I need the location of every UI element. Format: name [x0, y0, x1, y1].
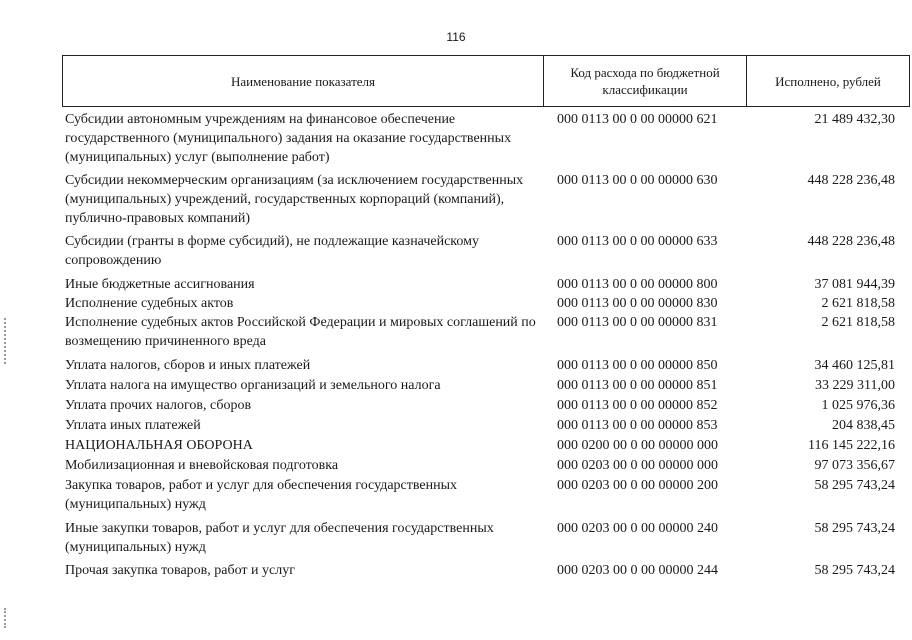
- row-name: Мобилизационная и вневойсковая подготовка: [65, 458, 339, 473]
- row-amount: 34 460 125,81: [814, 358, 895, 373]
- table-row: [65, 232, 895, 275]
- row-name: Исполнение судебных актов Российской Федерации и мировых соглашений по возмещению причиненного вреда: [65, 315, 536, 349]
- row-code: 000 0113 00 0 00 00000 851: [557, 378, 718, 393]
- row-code: 000 0113 00 0 00 00000 831: [557, 315, 718, 330]
- row-code: 000 0200 00 0 00 00000 000: [557, 438, 718, 453]
- row-code: 000 0113 00 0 00 00000 633: [557, 234, 718, 249]
- row-code: 000 0203 00 0 00 00000 244: [557, 563, 718, 578]
- row-name: Уплата прочих налогов, сборов: [65, 398, 252, 413]
- row-name: Уплата налога на имущество организаций и земельного налога: [65, 378, 441, 393]
- row-name: Субсидии (гранты в форме субсидий), не подлежащие казначейскому сопровождению: [65, 234, 479, 268]
- row-amount: 97 073 356,67: [814, 458, 895, 473]
- row-amount: 448 228 236,48: [807, 234, 895, 249]
- row-amount: 116 145 222,16: [808, 438, 895, 453]
- row-name: НАЦИОНАЛЬНАЯ ОБОРОНА: [65, 438, 253, 453]
- row-code: 000 0113 00 0 00 00000 630: [557, 173, 718, 188]
- header-amount: Исполнено, рублей: [775, 73, 881, 89]
- row-code: 000 0113 00 0 00 00000 852: [557, 398, 718, 413]
- row-amount: 33 229 311,00: [815, 378, 895, 393]
- row-name: Уплата иных платежей: [65, 418, 201, 433]
- scan-margin-mark: [4, 318, 16, 364]
- row-name: Субсидии некоммерческим организациям (за исключением государственных (муниципальных) учреждений, государственных корпораций (компаний), публично-правовых компаний): [65, 173, 524, 226]
- table-row: [65, 416, 895, 436]
- header-code: Код расхода по бюджетной классификации: [544, 56, 747, 106]
- row-name: Иные закупки товаров, работ и услуг для обеспечения государственных (муниципальных) нужд: [65, 521, 494, 555]
- row-amount: 1 025 976,36: [821, 398, 895, 413]
- row-amount: 2 621 818,58: [821, 315, 895, 330]
- row-name: Уплата налогов, сборов и иных платежей: [65, 358, 311, 373]
- table-row: [65, 561, 895, 581]
- table-row: [65, 376, 895, 396]
- row-name: Иные бюджетные ассигнования: [65, 277, 255, 292]
- row-name: Исполнение судебных актов: [65, 296, 234, 311]
- row-name: Закупка товаров, работ и услуг для обеспечения государственных (муниципальных) нужд: [65, 478, 458, 512]
- table-row: [65, 294, 895, 313]
- table-header: [62, 55, 910, 107]
- table-row: [65, 396, 895, 416]
- page-number: 116: [446, 30, 466, 44]
- table-row: [65, 456, 895, 476]
- table-row: [65, 436, 895, 456]
- row-name: Прочая закупка товаров, работ и услуг: [65, 563, 295, 578]
- scan-margin-mark: [4, 608, 16, 628]
- row-amount: 37 081 944,39: [814, 277, 895, 292]
- table-row: [65, 476, 895, 519]
- row-amount: 448 228 236,48: [807, 173, 895, 188]
- table-row: [65, 313, 895, 356]
- row-amount: 58 295 743,24: [814, 521, 895, 536]
- row-code: 000 0203 00 0 00 00000 240: [557, 521, 718, 536]
- row-code: 000 0203 00 0 00 00000 200: [557, 478, 718, 493]
- row-amount: 21 489 432,30: [814, 112, 895, 127]
- header-name: Наименование показателя: [63, 56, 544, 106]
- table-row: [65, 171, 895, 232]
- row-name: Субсидии автономным учреждениям на финансовое обеспечение государственного (муниципального) задания на оказание государственных (муниципальных) услуг (выполнение работ): [65, 112, 512, 165]
- row-code: 000 0113 00 0 00 00000 853: [557, 418, 718, 433]
- row-code: 000 0113 00 0 00 00000 621: [557, 112, 718, 127]
- table-row: [65, 110, 895, 171]
- row-code: 000 0113 00 0 00 00000 800: [557, 277, 718, 292]
- row-amount: 2 621 818,58: [821, 296, 895, 311]
- row-code: 000 0203 00 0 00 00000 000: [557, 458, 718, 473]
- table-row: [65, 275, 895, 294]
- table-row: [65, 519, 895, 561]
- row-code: 000 0113 00 0 00 00000 830: [557, 296, 718, 311]
- table-row: [65, 356, 895, 376]
- row-amount: 204 838,45: [832, 418, 895, 433]
- row-code: 000 0113 00 0 00 00000 850: [557, 358, 718, 373]
- row-amount: 58 295 743,24: [814, 563, 895, 578]
- table-body: [65, 110, 895, 581]
- row-amount: 58 295 743,24: [814, 478, 895, 493]
